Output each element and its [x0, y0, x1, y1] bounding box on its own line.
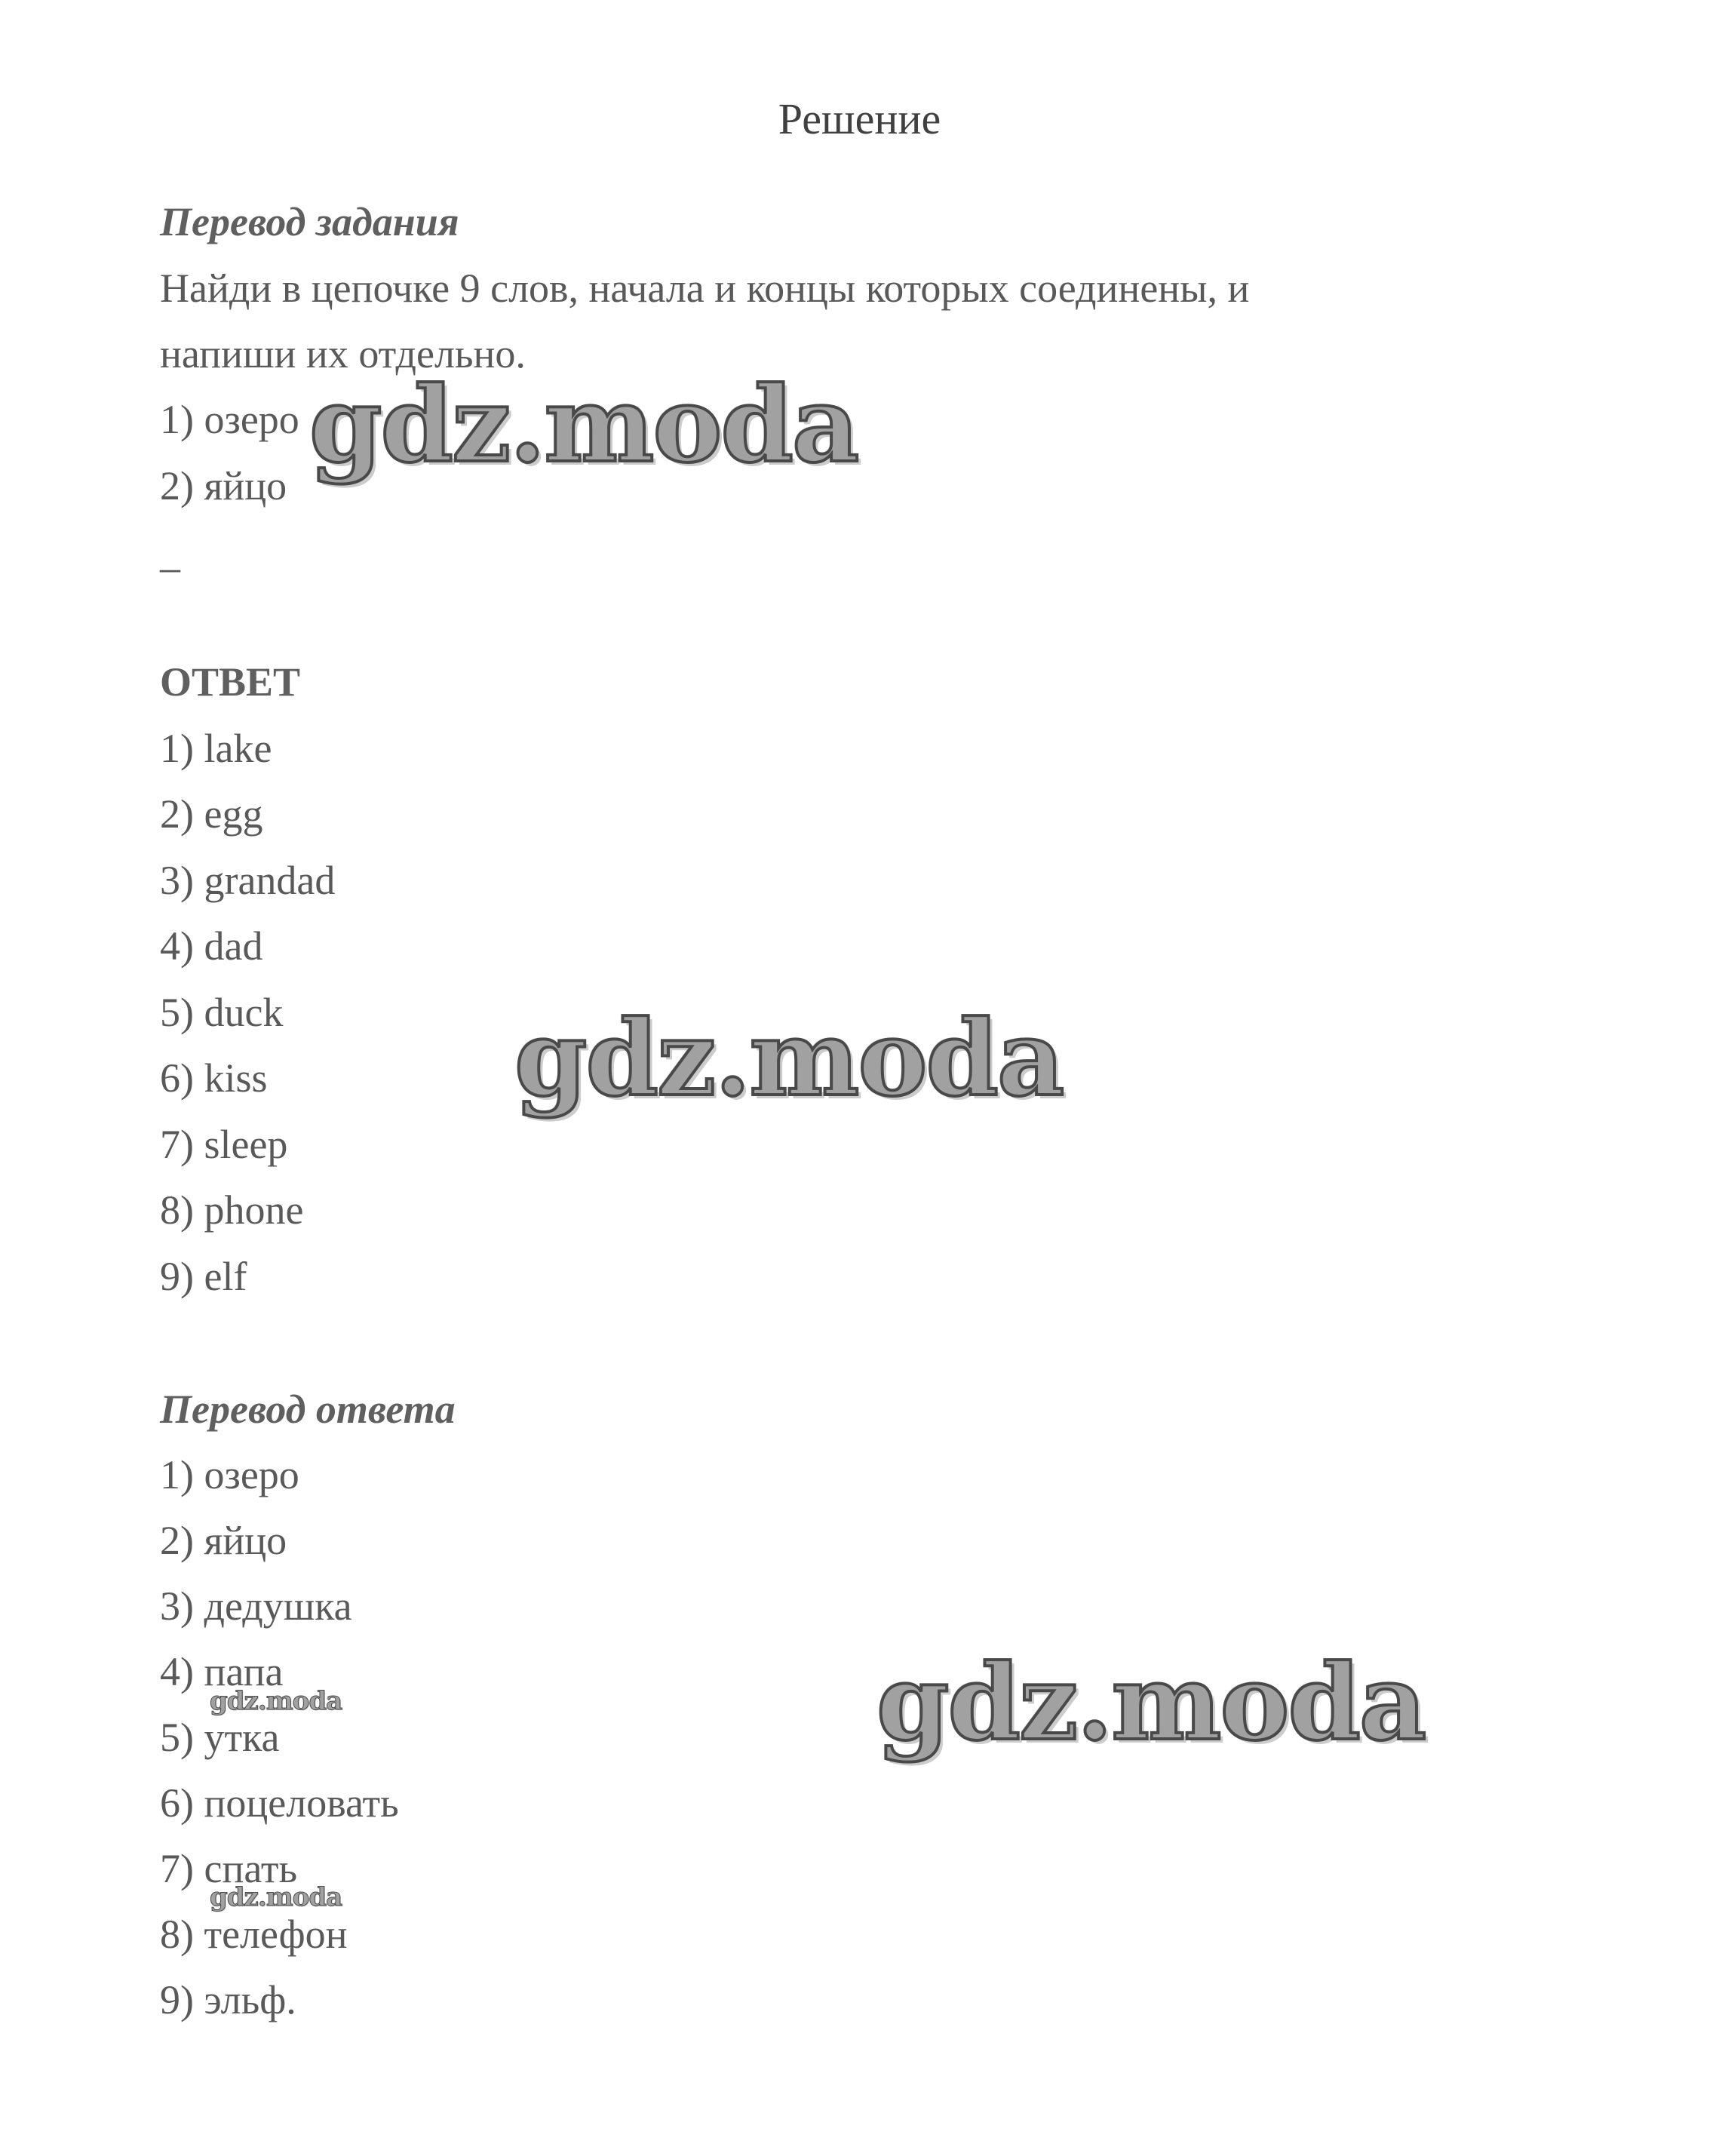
answer-heading: ОТВЕТ	[160, 659, 301, 705]
translation-item-5: 5) утка	[160, 1715, 280, 1760]
translation-item-2: 2) яйцо	[160, 1518, 287, 1563]
task-text-line-1: Найди в цепочке 9 слов, начала и концы которых соединены, и	[160, 266, 1250, 311]
page-title: Решение	[778, 94, 941, 143]
answer-item-1: 1) lake	[160, 726, 272, 771]
task-example-2: 2) яйцо	[160, 463, 287, 508]
answer-item-6: 6) kiss	[160, 1055, 268, 1101]
separator-dash: –	[160, 545, 180, 590]
task-example-1: 1) озеро	[160, 397, 299, 442]
translation-item-8: 8) телефон	[160, 1912, 348, 1957]
answer-item-2: 2) egg	[160, 791, 263, 837]
watermark-logo: gdz.moda	[876, 1641, 1426, 1764]
answer-item-7: 7) sleep	[160, 1122, 288, 1167]
watermark-logo-small: gdz.moda	[210, 1686, 342, 1716]
answer-translation-heading: Перевод ответа	[160, 1387, 456, 1432]
answer-item-3: 3) grandad	[160, 858, 336, 903]
translation-item-6: 6) поцеловать	[160, 1780, 399, 1826]
answer-item-9: 9) elf	[160, 1254, 247, 1299]
answer-item-5: 5) duck	[160, 990, 284, 1035]
answer-item-8: 8) phone	[160, 1187, 304, 1233]
task-text-line-2: напиши их отдельно.	[160, 331, 526, 376]
answer-item-4: 4) dad	[160, 923, 263, 969]
watermark-logo: gdz.moda	[514, 997, 1064, 1119]
task-translation-heading: Перевод задания	[160, 199, 459, 244]
translation-item-7: 7) спать	[160, 1846, 298, 1891]
watermark-logo: gdz.moda	[309, 363, 858, 486]
translation-item-3: 3) дедушка	[160, 1583, 352, 1629]
translation-item-1: 1) озеро	[160, 1452, 299, 1497]
translation-item-9: 9) эльф.	[160, 1977, 296, 2022]
watermark-logo-small: gdz.moda	[210, 1882, 342, 1912]
translation-item-4: 4) папа	[160, 1649, 284, 1694]
